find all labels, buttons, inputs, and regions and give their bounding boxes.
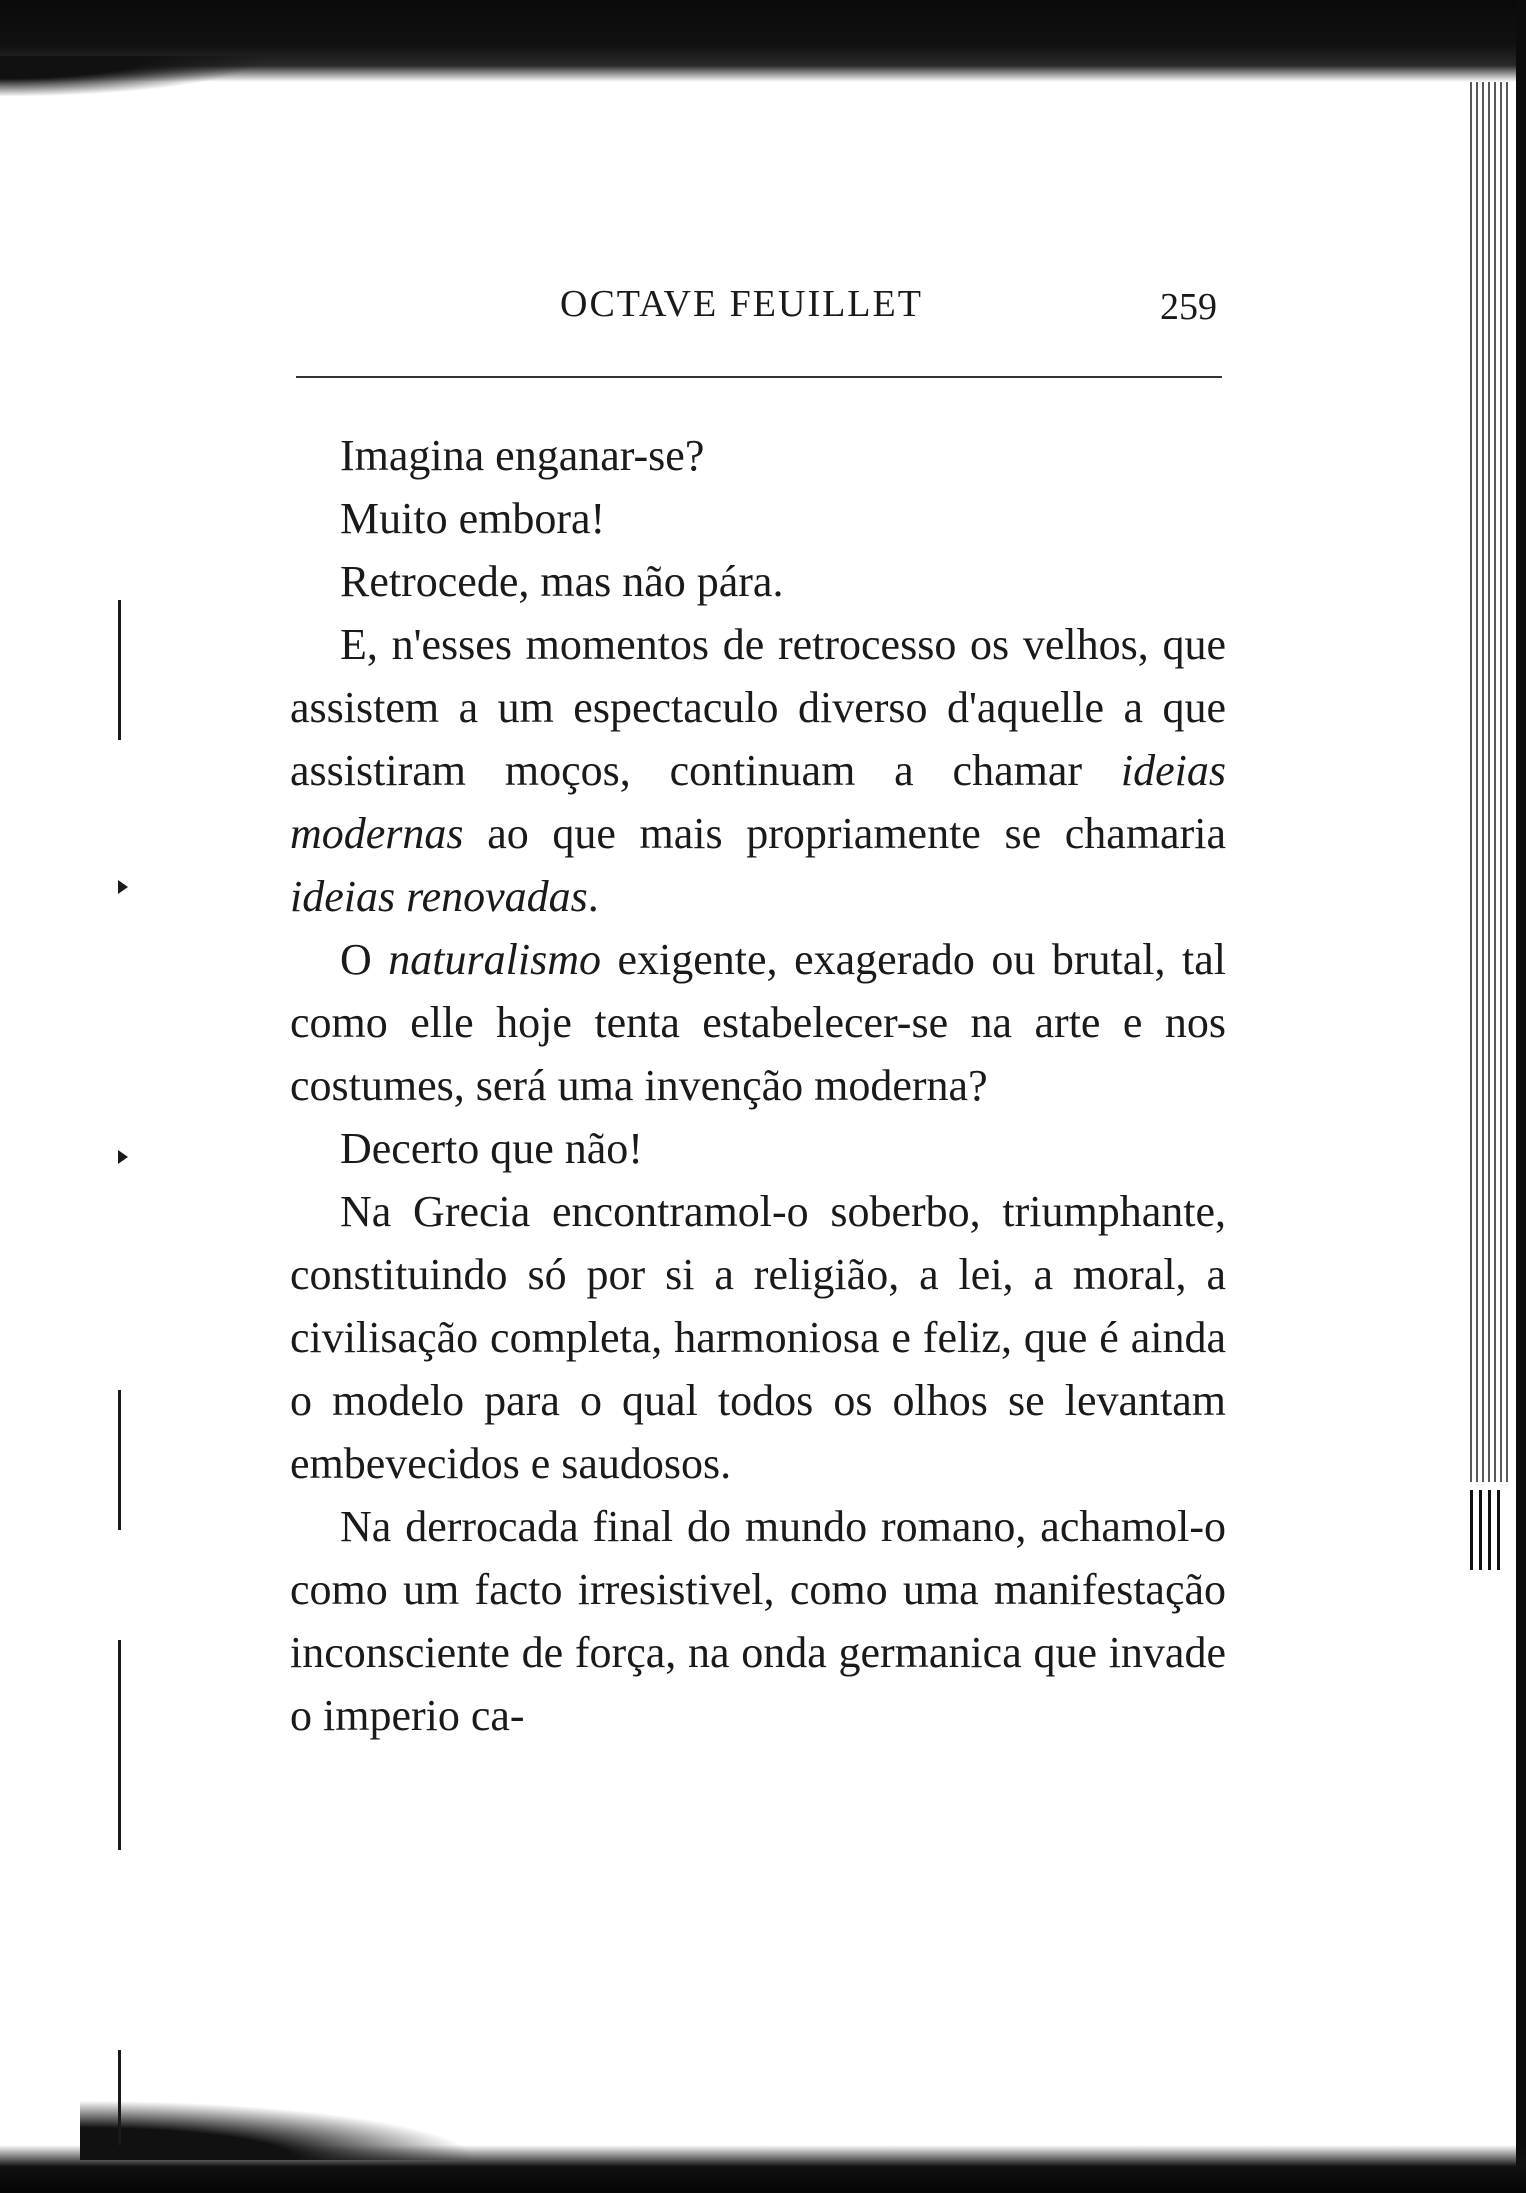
paragraph-7: Na Grecia encontramol-o soberbo, triumphante, constituindo só por si a religião, a lei, a moral, a civilisação completa, harmoniosa e feliz, que é ainda o modelo para o qual todos os olhos se levantam embevecidos e saudosos. <box>290 1187 1226 1488</box>
paragraph-5: O naturalismo exigente, exagerado ou brutal, tal como elle hoje tenta estabelecer-se na arte e nos costumes, será uma invenção moderna? <box>290 935 1226 1110</box>
emphasis-ideias-modernas: ideias modernas <box>290 746 1226 858</box>
paragraph-3: Retrocede, mas não pára. <box>340 557 784 606</box>
scan-margin-line <box>118 600 121 740</box>
emphasis-ideias-renovadas: ideias renovadas <box>290 872 588 921</box>
paragraph-1: Imagina enganar-se? <box>340 431 705 480</box>
scan-margin-line <box>118 1640 121 1850</box>
scan-margin-tick <box>118 880 128 894</box>
scan-margin-line <box>118 2050 121 2145</box>
scan-page-edge-mark <box>1470 1490 1506 1570</box>
scan-page-edge <box>1470 82 1510 1482</box>
scan-margin-line <box>118 1390 121 1530</box>
running-title: OCTAVE FEUILLET <box>560 283 923 325</box>
page-number: 259 <box>1160 286 1217 328</box>
scan-right-border <box>1516 0 1526 2193</box>
scan-top-shadow <box>0 56 260 96</box>
paragraph-8: Na derrocada final do mundo romano, achamol-o como um facto irresistivel, como uma manifestação inconsciente de força, na onda germanica que invade o imperio ca- <box>290 1502 1226 1740</box>
header-rule <box>296 376 1222 378</box>
scan-margin-tick <box>118 1150 128 1164</box>
scan-bottom-shadow <box>80 2100 480 2160</box>
emphasis-naturalismo: naturalismo <box>388 935 601 984</box>
paragraph-2: Muito embora! <box>340 494 606 543</box>
paragraph-4: E, n'esses momentos de retrocesso os velhos, que assistem a um espectaculo diverso d'aquelle a que assistiram moços, continuam a chamar ideias modernas ao que mais propriamente se chamaria ideias renovadas. <box>290 620 1226 921</box>
body-text <box>290 424 1226 1747</box>
paragraph-6: Decerto que não! <box>340 1124 643 1173</box>
